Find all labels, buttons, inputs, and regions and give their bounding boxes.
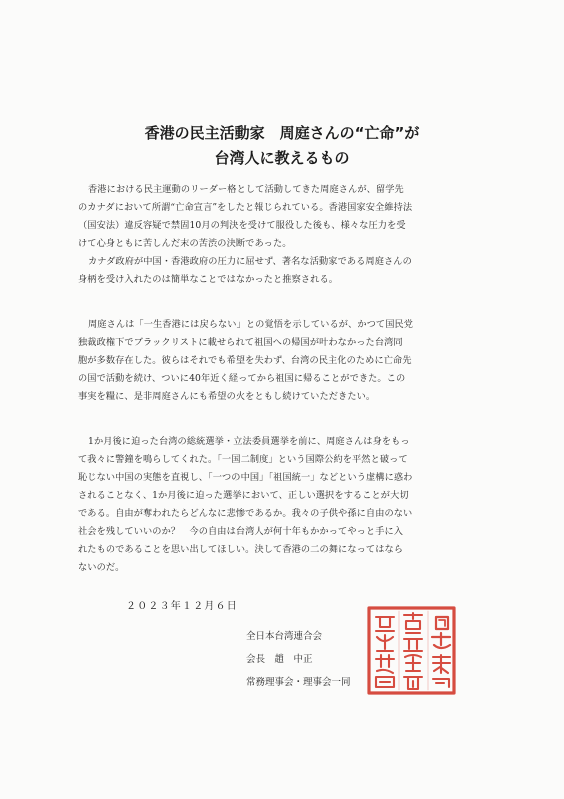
body-line: けて心身ともに苦しんだ末の苦渋の決断であった。 [78, 238, 292, 249]
body-line: 独裁政権下でブラックリストに載せられて祖国への帰国が叶わなかった台湾同 [78, 337, 403, 348]
signature-chair: 会長 趙 中正 [246, 654, 313, 665]
body-line: 事実を糧に、是非周庭さんにも希望の火をともし続けていただきたい。 [78, 391, 376, 402]
body-line: 周庭さんは「一生香港には戻らない」との覚悟を示しているが、かつて国民党 [88, 319, 414, 330]
body-line: の国で活動を続け、ついに40年近く経ってから祖国に帰ることができた。この [78, 373, 406, 384]
body-line: 社会を残していいのか？ 今の自由は台湾人が何十年もかかってやっと手に入 [78, 526, 404, 537]
body-line: ないのだ。 [78, 562, 125, 573]
body-line: て我々に警鐘を鳴らしてくれた。「一国二制度」という国際公約を平然と破って [78, 454, 408, 465]
signature-board: 常務理事会・理事会一同 [246, 677, 351, 688]
body-line: カナダ政府が中国・香港政府の圧力に屈せず、著名な活動家である周庭さんの [88, 256, 412, 267]
body-line: れたものであることを思い出してほしい。決して香港の二の舞になってはなら [78, 544, 404, 555]
body-line: 恥じない中国の実態を直視し、「一つの中国」「祖国統一」などという虚構に惑わ [78, 472, 413, 483]
body-line: のカナダにおいて所謂“亡命宣言”をしたと報じられている。香港国家安全維持法 [78, 202, 413, 213]
body-line: 1か月後に迫った台湾の総統選挙・立法委員選挙を前に、周庭さんは身をもっ [88, 436, 410, 447]
body-line: 香港における民主運動のリーダー格として活動してきた周庭さんが、留学先 [88, 184, 404, 195]
body-line: 身柄を受け入れたのは簡単なことではなかったと推察される。 [78, 274, 339, 285]
title-line-2: 台湾人に教えるもの [214, 149, 350, 167]
title-line-1: 香港の民主活動家 周庭さんの“亡命”が [144, 124, 420, 142]
signature-organization: 全日本台湾連合会 [246, 631, 323, 642]
body-line: （国安法）違反容疑で禁固10月の判決を受けて服役した後も、様々な圧力を受 [78, 220, 406, 231]
body-line: されることなく、1か月後に迫った選挙において、正しい選択をすることが大切 [78, 490, 409, 501]
body-line: 胞が多数存在した。彼らはそれでも希望を失わず、台湾の民主化のために亡命先 [78, 355, 412, 366]
official-seal-icon [366, 605, 457, 696]
body-line: である。自由が奪われたらどんなに悲惨であるか。我々の子供や孫に自由のない [78, 508, 413, 519]
document-date: ２０２３年１２月６日 [126, 601, 238, 612]
